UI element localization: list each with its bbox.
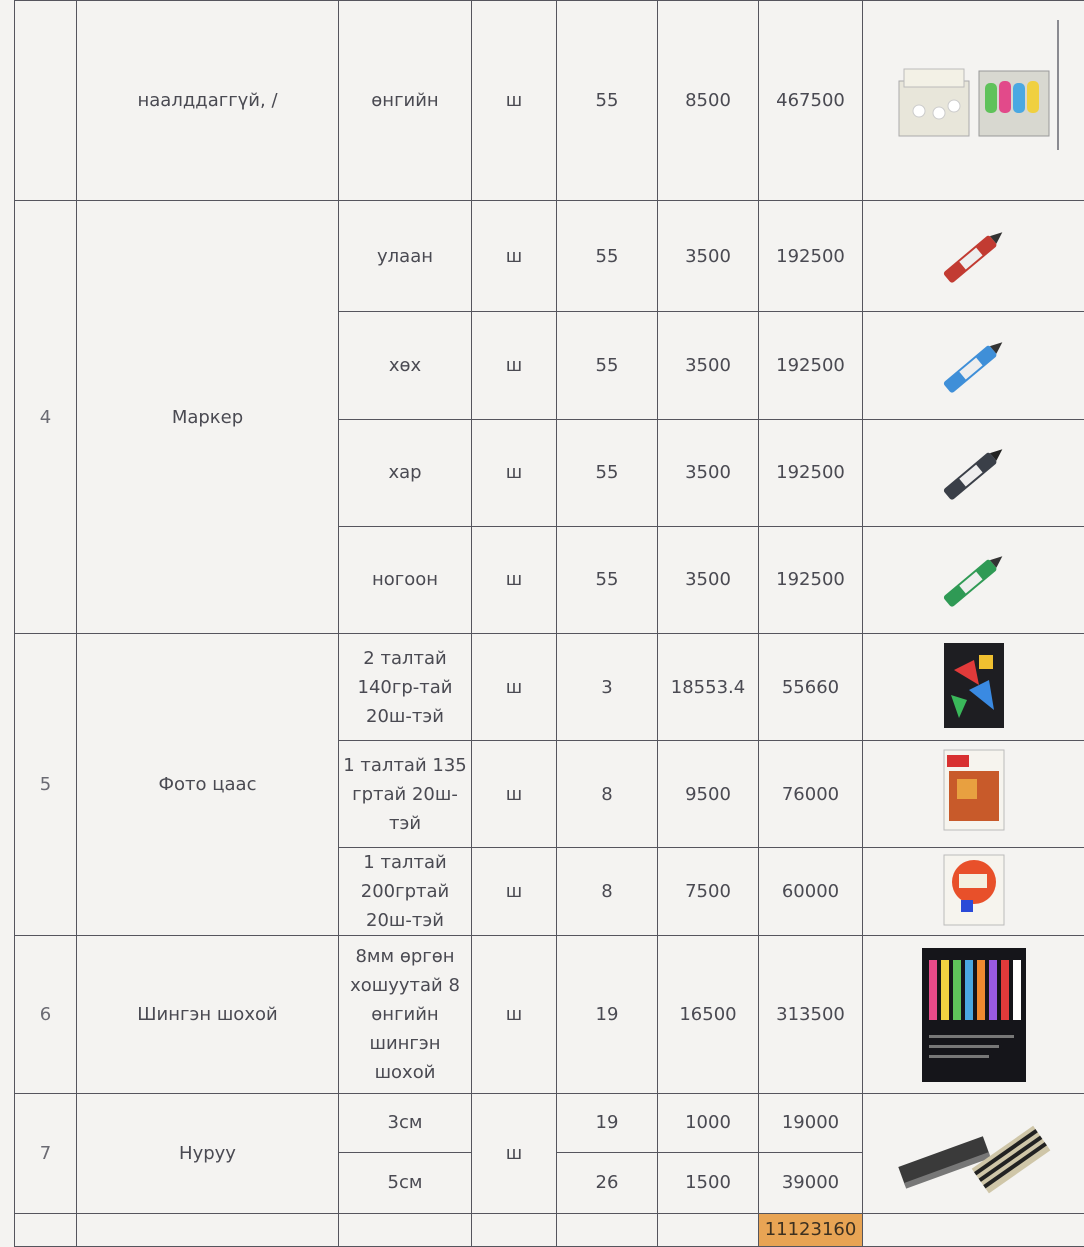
board-eraser-icon [894,1106,1054,1201]
quantity-cell: 19 [557,936,658,1093]
total-cell: 192500 [759,526,863,633]
unit-cell: ш [472,741,557,848]
table-row [15,201,1084,312]
total-cell: 76000 [759,741,863,848]
product-image-cell [863,419,1084,526]
spec-line: гртай 20ш- [352,783,458,805]
quantity-cell: 8 [557,741,658,848]
price-cell: 3500 [658,312,759,419]
table-row [15,1093,1084,1152]
product-image-cell [863,312,1084,419]
quantity-cell: 55 [557,312,658,419]
spec-cell: ногоон [339,526,472,633]
quantity-cell: 3 [557,634,658,741]
spec-line: 2 талтай [363,647,447,669]
quantity-cell: 8 [557,848,658,936]
price-cell: 9500 [658,741,759,848]
total-cell: 192500 [759,312,863,419]
spec-line: шингэн [369,1033,441,1055]
quantity-cell: 55 [557,419,658,526]
quantity-cell: 19 [557,1093,658,1152]
product-image-cell [863,936,1084,1093]
photo-paper-pack-icon [939,747,1009,842]
item-name-cell: Маркер [77,201,339,634]
item-name-cell: Фото цаас [77,634,339,936]
empty-cell [15,1213,77,1246]
spec-cell: хөх [339,312,472,419]
item-name-cell: Шингэн шохой [77,936,339,1093]
row-number-cell: 7 [15,1093,77,1213]
empty-cell [863,1213,1084,1246]
total-cell: 313500 [759,936,863,1093]
price-cell: 3500 [658,419,759,526]
photo-paper-pack-icon [939,852,1009,932]
table-row [15,936,1084,1093]
unit-cell: ш [472,201,557,312]
item-name-cell: Нуруу [77,1093,339,1213]
spec-line: 1 талтай 135 [343,754,467,776]
quantity-cell: 55 [557,1,658,201]
unit-cell: ш [472,1,557,201]
blue-marker-icon [929,326,1019,406]
spec-cell: улаан [339,201,472,312]
unit-cell: ш [472,312,557,419]
total-cell: 39000 [759,1152,863,1213]
spec-cell: хар [339,419,472,526]
spec-cell: 5см [339,1152,472,1213]
total-cell: 192500 [759,419,863,526]
empty-cell [77,1213,339,1246]
empty-cell [472,1213,557,1246]
price-cell: 8500 [658,1,759,201]
unit-cell: ш [472,848,557,936]
empty-cell [557,1213,658,1246]
row-number-cell [15,1,77,201]
spec-cell [339,634,472,741]
spec-line: 8мм өргөн [355,946,455,968]
price-cell: 18553.4 [658,634,759,741]
total-row [15,1213,1084,1246]
photo-paper-pack-icon [939,640,1009,735]
spec-cell [339,741,472,848]
row-number-cell: 6 [15,936,77,1093]
spec-line: тэй [388,812,422,834]
spec-line: 20ш-тэй [366,705,444,727]
grand-total-cell: 11123160 [759,1213,863,1246]
product-image-cell [863,848,1084,936]
row-number-cell: 5 [15,634,77,936]
unit-cell: ш [472,419,557,526]
spec-line: хошуутай 8 [350,975,460,997]
price-cell: 3500 [658,526,759,633]
product-image-cell [863,741,1084,848]
total-cell: 192500 [759,201,863,312]
spec-line: 140гр-тай [357,676,453,698]
green-marker-icon [929,540,1019,620]
red-marker-icon [929,216,1019,296]
product-image-cell [863,526,1084,633]
spec-line: өнгийн [371,1004,439,1026]
table-row [15,1,1084,201]
unit-cell: ш [472,526,557,633]
quantity-cell: 55 [557,201,658,312]
black-marker-icon [929,433,1019,513]
spec-line: шохой [374,1062,436,1084]
empty-cell [339,1213,472,1246]
unit-cell: ш [472,936,557,1093]
product-image-cell [863,634,1084,741]
spec-cell: 3см [339,1093,472,1152]
total-cell: 55660 [759,634,863,741]
item-name-note: наалддаггүй, / [77,1,339,201]
spec-cell [339,848,472,936]
price-cell: 1000 [658,1093,759,1152]
product-image-cell [863,1,1084,201]
price-cell: 7500 [658,848,759,936]
price-cell: 1500 [658,1152,759,1213]
price-cell: 16500 [658,936,759,1093]
spec-cell [339,936,472,1093]
page-edge-line [1057,20,1059,150]
spec-cell: өнгийн [339,1,472,201]
quantity-cell: 55 [557,526,658,633]
liquid-chalk-markers-icon [919,945,1029,1085]
unit-cell: ш [472,1093,557,1213]
total-cell: 467500 [759,1,863,201]
quantity-cell: 26 [557,1152,658,1213]
empty-cell [658,1213,759,1246]
total-cell: 19000 [759,1093,863,1152]
price-table [14,0,1084,1247]
chalk-box-icon [889,51,1059,151]
product-image-cell [863,201,1084,312]
product-image-cell [863,1093,1084,1213]
spec-line: 200гртай [360,881,450,903]
table-row [15,634,1084,741]
price-cell: 3500 [658,201,759,312]
spec-line: 20ш-тэй [366,910,444,932]
total-cell: 60000 [759,848,863,936]
row-number-cell: 4 [15,201,77,634]
spec-line: 1 талтай [363,852,447,874]
unit-cell: ш [472,634,557,741]
